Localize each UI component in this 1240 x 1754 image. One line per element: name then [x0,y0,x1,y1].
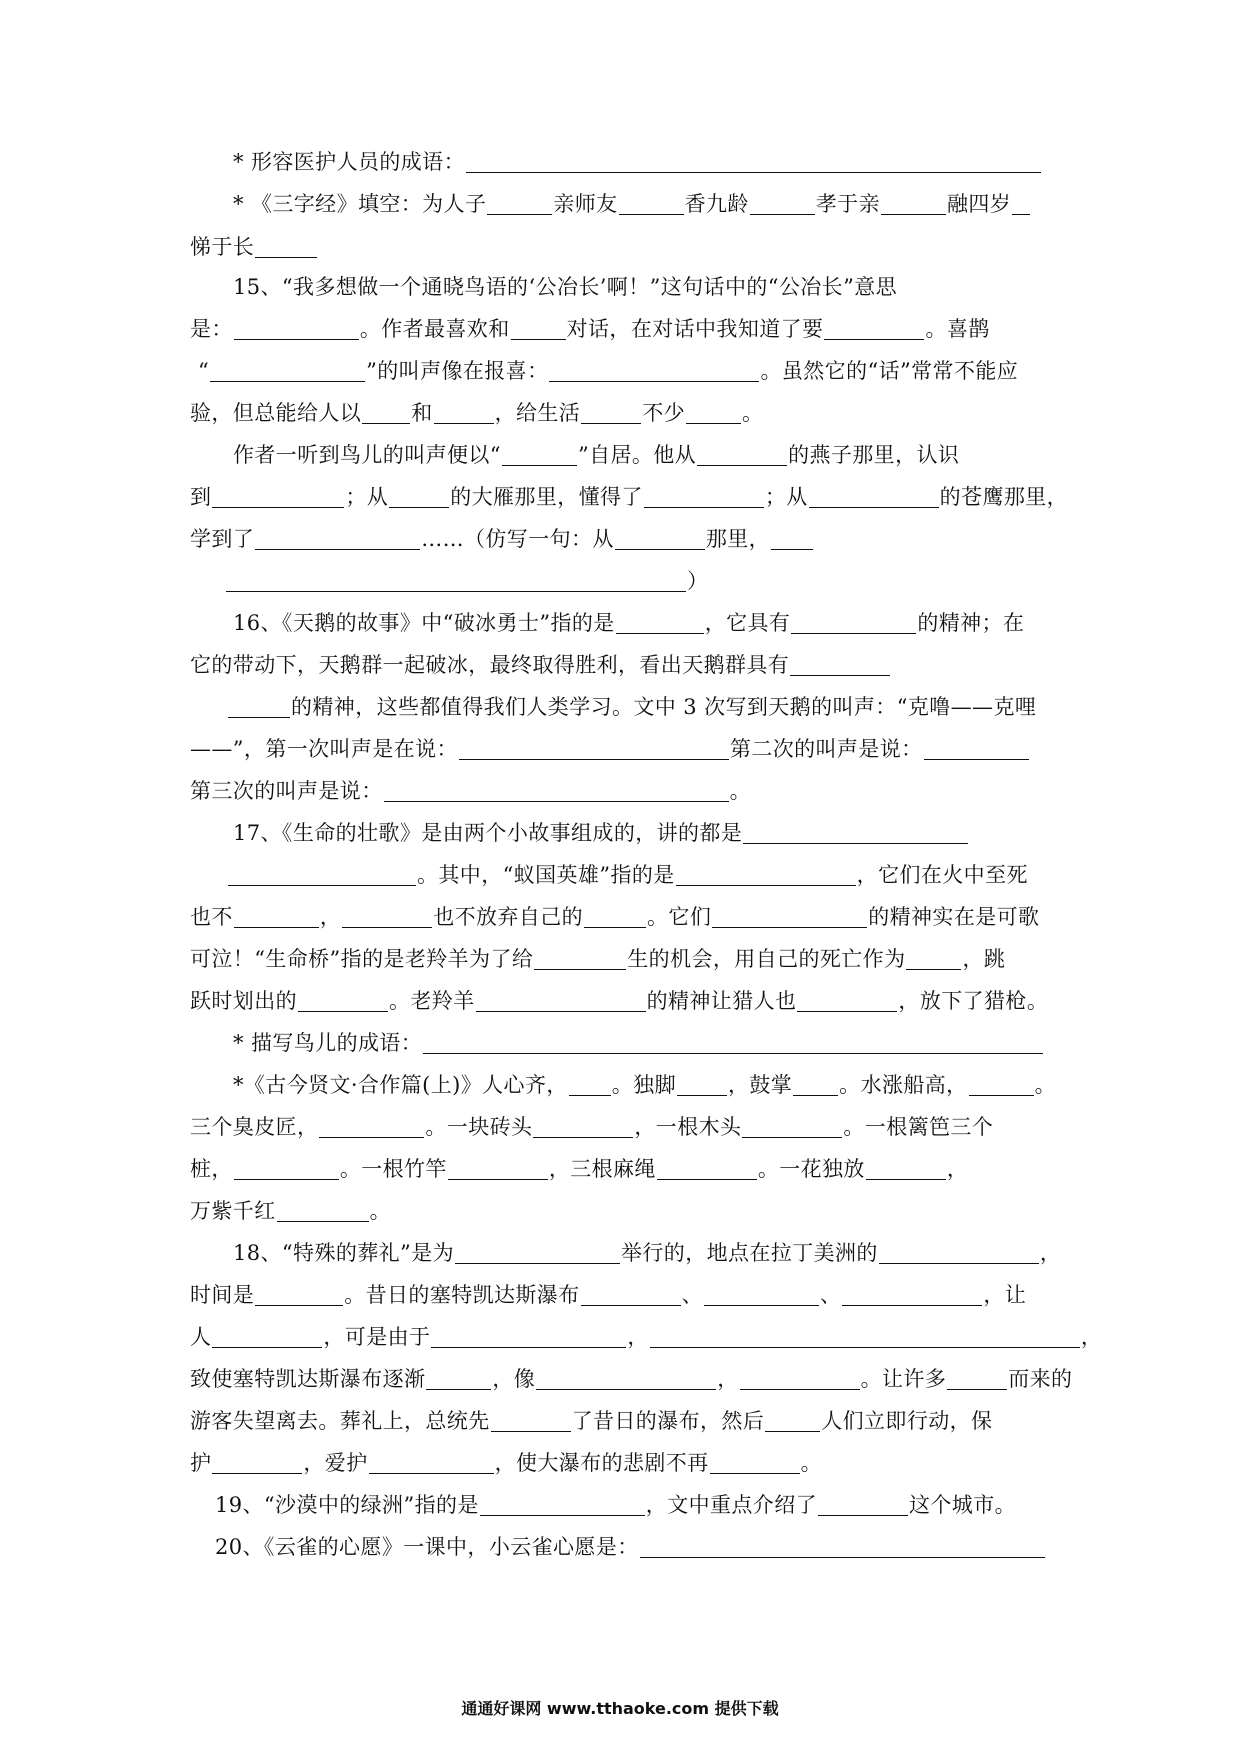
fill-in-blank[interactable] [765,1409,820,1432]
text-line [233,272,897,302]
line-text: 三个臭皮匠， [190,1115,319,1139]
fill-in-blank[interactable] [619,192,684,215]
fill-in-blank[interactable] [511,317,566,340]
text-line [190,650,891,680]
line-text: 而来的 [1008,1367,1073,1391]
line-text: 。作者最喜欢和 [359,317,510,341]
line-text: * 《三字经》填空：为人子 [233,192,487,216]
line-text: “ [198,359,210,383]
fill-in-blank[interactable] [384,779,729,802]
text-line [190,986,1048,1016]
fill-in-blank[interactable] [234,1157,339,1180]
line-text: 的苍鹰那里， [939,485,1069,509]
line-text: 。一根篱笆三个 [843,1115,994,1139]
line-text: ，它具有 [704,611,791,635]
line-text: 。 [800,1451,823,1475]
line-text: 第三次的叫声是说： [190,779,383,803]
fill-in-blank[interactable] [650,1325,1080,1348]
line-text: 的大雁那里，懂得了 [450,485,643,509]
line-text: 学到了 [190,527,255,551]
fill-in-blank[interactable] [793,1073,838,1096]
fill-in-blank[interactable] [791,611,916,634]
text-line [227,692,1036,722]
text-line [227,860,1028,890]
line-text: ，跳 [962,947,1006,971]
line-text: 到 [190,485,212,509]
line-text: ， [1039,1241,1062,1265]
text-line [190,1196,391,1226]
fill-in-blank[interactable] [228,695,290,718]
fill-in-blank[interactable] [228,863,416,886]
fill-in-blank[interactable] [549,359,759,382]
line-text: 。昔日的塞特凯达斯瀑布 [344,1283,580,1307]
text-line [198,356,1018,386]
fill-in-blank[interactable] [389,485,449,508]
line-text: ， [319,905,342,929]
text-line [233,1238,1061,1268]
fill-in-blank[interactable] [362,401,410,424]
fill-in-blank[interactable] [906,947,961,970]
text-line [233,189,1031,219]
fill-in-blank[interactable] [644,485,764,508]
fill-in-blank[interactable] [740,1367,860,1390]
line-text: 时间是 [190,1283,255,1307]
fill-in-blank[interactable] [426,1367,491,1390]
line-text: 16、《天鹅的故事》中“破冰勇士”指的是 [233,611,615,635]
fill-in-blank[interactable] [584,905,646,928]
text-line [190,482,1068,512]
line-text: 。喜鹊 [925,317,990,341]
fill-in-blank[interactable] [255,1283,343,1306]
fill-in-blank[interactable] [743,821,968,844]
line-text: 游客失望离去。葬礼上，总统先 [190,1409,490,1433]
fill-in-blank[interactable] [210,359,365,382]
line-text: ，爱护 [303,1451,368,1475]
line-text: 、 [681,1283,704,1307]
line-text: ，使大瀑布的悲剧不再 [494,1451,709,1475]
line-text: ，三根麻绳 [548,1157,656,1181]
line-text: ，它们在火中至死 [856,863,1028,887]
line-text: ， [946,1157,969,1181]
line-text: 亲师友 [553,192,618,216]
line-text: 举行的，地点在拉丁美洲的 [621,1241,878,1265]
line-text: ，可是由于 [323,1325,431,1349]
line-text: 。 [729,779,752,803]
line-text: 悌于长 [190,235,255,259]
text-line [190,944,1005,974]
line-text: 。一花独放 [757,1157,865,1181]
line-text: 。水涨船高， [839,1073,968,1097]
fill-in-blank[interactable] [686,401,741,424]
fill-in-blank[interactable] [533,1115,633,1138]
line-text: *《古今贤文·合作篇(上)》人心齐， [233,1073,568,1097]
fill-in-blank[interactable] [824,317,924,340]
fill-in-blank[interactable] [234,905,319,928]
fill-in-blank[interactable] [616,611,704,634]
fill-in-blank[interactable] [448,1157,548,1180]
line-text: 的燕子那里，认识 [788,443,960,467]
line-text: 对话，在对话中我知道了要 [566,317,824,341]
line-text: 的精神实在是可歌 [868,905,1040,929]
line-text: 。 [1034,1073,1056,1097]
fill-in-blank[interactable] [924,737,1029,760]
fill-in-blank[interactable] [502,443,577,466]
fill-in-blank[interactable] [704,1283,819,1306]
text-line [190,1448,822,1478]
line-text: 的精神，这些都值得我们人类学习。文中 3 次写到天鹅的叫声：“克噜——克哩 [291,695,1037,719]
text-line [225,566,708,596]
line-text: 。虽然它的“话”常常不能应 [760,359,1019,383]
fill-in-blank[interactable] [212,485,344,508]
text-line [190,1280,1026,1310]
fill-in-blank[interactable] [536,1367,716,1390]
line-text: * 描写鸟儿的成语： [233,1031,423,1055]
fill-in-blank[interactable] [790,653,890,676]
fill-in-blank[interactable] [480,1493,645,1516]
text-line [190,524,814,554]
fill-in-blank[interactable] [369,1451,494,1474]
line-text: 孝于亲 [815,192,880,216]
line-text: 。一块砖头 [425,1115,533,1139]
fill-in-blank[interactable] [676,863,856,886]
fill-in-blank[interactable] [947,1367,1007,1390]
fill-in-blank[interactable] [879,1241,1039,1264]
line-text: 不少 [642,401,686,425]
fill-in-blank[interactable] [697,443,787,466]
text-line [233,1070,1056,1100]
fill-in-blank[interactable] [255,527,420,550]
line-text: 第二次的叫声是说： [729,737,923,761]
text-line [190,1112,993,1142]
text-line [190,776,751,806]
line-text: ”自居。他从 [577,443,697,467]
text-line [233,608,1024,638]
line-text: ， [717,1367,739,1391]
line-text: 作者一听到鸟儿的叫声便以“ [233,443,501,467]
line-text: 护 [190,1451,212,1475]
line-text: 也不放弃自己的 [433,905,584,929]
line-text: 的精神；在 [917,611,1025,635]
fill-in-blank[interactable] [710,1451,800,1474]
line-text: 是： [190,317,233,341]
fill-in-blank[interactable] [487,192,552,215]
line-text: 致使塞特凯达斯瀑布逐渐 [190,1367,426,1391]
line-text: 了昔日的瀑布，然后 [571,1409,765,1433]
line-text: 融四岁 [946,192,1012,216]
page-footer: 通通好课网 www.tthaoke.com 提供下载 [461,1699,779,1718]
text-line [190,232,318,262]
line-text: 。独脚 [611,1073,676,1097]
fill-in-blank[interactable] [1012,192,1030,215]
line-text: 那里， [705,527,771,551]
line-text: 。老羚羊 [389,989,475,1013]
line-text: ，鼓掌 [727,1073,793,1097]
fill-in-blank[interactable] [212,1325,322,1348]
text-line [190,1322,1102,1352]
fill-in-blank[interactable] [640,1535,1045,1558]
text-line [233,818,969,848]
line-text: ……（仿写一句：从 [421,527,614,551]
fill-in-blank[interactable] [434,401,494,424]
line-text: 香九龄 [684,192,749,216]
text-line [233,147,1042,177]
line-text: 。 [369,1199,392,1223]
fill-in-blank[interactable] [212,1451,302,1474]
text-line [190,1154,968,1184]
fill-in-blank[interactable] [277,1199,369,1222]
text-line [215,1532,1046,1562]
line-text: 。 [742,401,764,425]
text-line [190,314,990,344]
line-text: ，一根木头 [634,1115,742,1139]
line-text: 19、“沙漠中的绿洲”指的是 [215,1493,479,1517]
fill-in-blank[interactable] [459,737,729,760]
fill-in-blank[interactable] [491,1409,571,1432]
text-line [190,398,763,428]
line-text: 。其中，“蚁国英雄”指的是 [417,863,675,887]
line-text: ”的叫声像在报喜： [366,359,549,383]
line-text: * 形容医护人员的成语： [233,150,465,174]
fill-in-blank[interactable] [657,1157,757,1180]
line-text: 验，但总能给人以 [190,401,362,425]
fill-in-blank[interactable] [234,317,359,340]
fill-in-blank[interactable] [581,1283,681,1306]
fill-in-blank[interactable] [809,485,939,508]
line-text: ，文中重点介绍了 [645,1493,817,1517]
line-text: ， [627,1325,649,1349]
fill-in-blank[interactable] [797,989,897,1012]
text-line [233,440,959,470]
fill-in-blank[interactable] [712,905,867,928]
fill-in-blank[interactable] [342,905,432,928]
line-text: 、 [820,1283,842,1307]
fill-in-blank[interactable] [742,1115,842,1138]
line-text: 这个城市。 [909,1493,1016,1517]
fill-in-blank[interactable] [842,1283,982,1306]
fill-in-blank[interactable] [298,989,388,1012]
line-text: 人们立即行动，保 [821,1409,993,1433]
fill-in-blank[interactable] [750,192,815,215]
line-text: 桩， [190,1157,233,1181]
line-text: ， [1080,1325,1103,1349]
line-text: ） [687,569,709,593]
line-text: 人 [190,1325,212,1349]
line-text: 18、“特殊的葬礼”是为 [233,1241,454,1265]
fill-in-blank[interactable] [255,235,317,258]
fill-in-blank[interactable] [569,1073,611,1096]
line-text: 。让许多 [860,1367,947,1391]
line-text: ；从 [764,485,808,509]
text-line [215,1490,1016,1520]
text-line [233,1028,1044,1058]
line-text: ；从 [345,485,389,509]
fill-in-blank[interactable] [615,527,705,550]
line-text: 17、《生命的壮歌》是由两个小故事组成的，讲的都是 [233,821,743,845]
fill-in-blank[interactable] [881,192,946,215]
fill-in-blank[interactable] [581,401,641,424]
fill-in-blank[interactable] [423,1031,1043,1054]
fill-in-blank[interactable] [866,1157,946,1180]
line-text: 它的带动下，天鹅群一起破冰，最终取得胜利，看出天鹅群具有 [190,653,790,677]
fill-in-blank[interactable] [534,947,626,970]
text-line [190,1406,992,1436]
line-text: 20、《云雀的心愿》一课中，小云雀心愿是： [215,1535,639,1559]
line-text: 。它们 [647,905,712,929]
fill-in-blank[interactable] [818,1493,908,1516]
fill-in-blank[interactable] [466,150,1041,173]
fill-in-blank[interactable] [771,527,813,550]
line-text: 和 [411,401,433,425]
line-text: ，放下了猎枪。 [898,989,1049,1013]
line-text: 。一根竹竿 [339,1157,447,1181]
line-text: ，让 [983,1283,1027,1307]
line-text: 可泣！“生命桥”指的是老羚羊为了给 [190,947,534,971]
line-text: 15、“我多想做一个通晓鸟语的‘公冶长’啊！”这句话中的“公冶长”意思 [233,275,898,299]
text-line [190,902,1039,932]
text-line [190,1364,1072,1394]
text-line [190,734,1030,764]
fill-in-blank[interactable] [431,1325,626,1348]
line-text: 生的机会，用自己的死亡作为 [627,947,906,971]
line-text: 的精神让猎人也 [646,989,797,1013]
fill-in-blank[interactable] [476,989,646,1012]
line-text: 万紫千红 [190,1199,276,1223]
fill-in-blank[interactable] [455,1241,620,1264]
line-text: ——”，第一次叫声是在说： [190,737,458,761]
fill-in-blank[interactable] [677,1073,727,1096]
line-text: 跃时划出的 [190,989,297,1013]
fill-in-blank[interactable] [969,1073,1034,1096]
fill-in-blank[interactable] [226,569,686,592]
line-text: 也不 [190,905,233,929]
fill-in-blank[interactable] [319,1115,424,1138]
line-text: ，像 [492,1367,536,1391]
line-text: ，给生活 [494,401,581,425]
